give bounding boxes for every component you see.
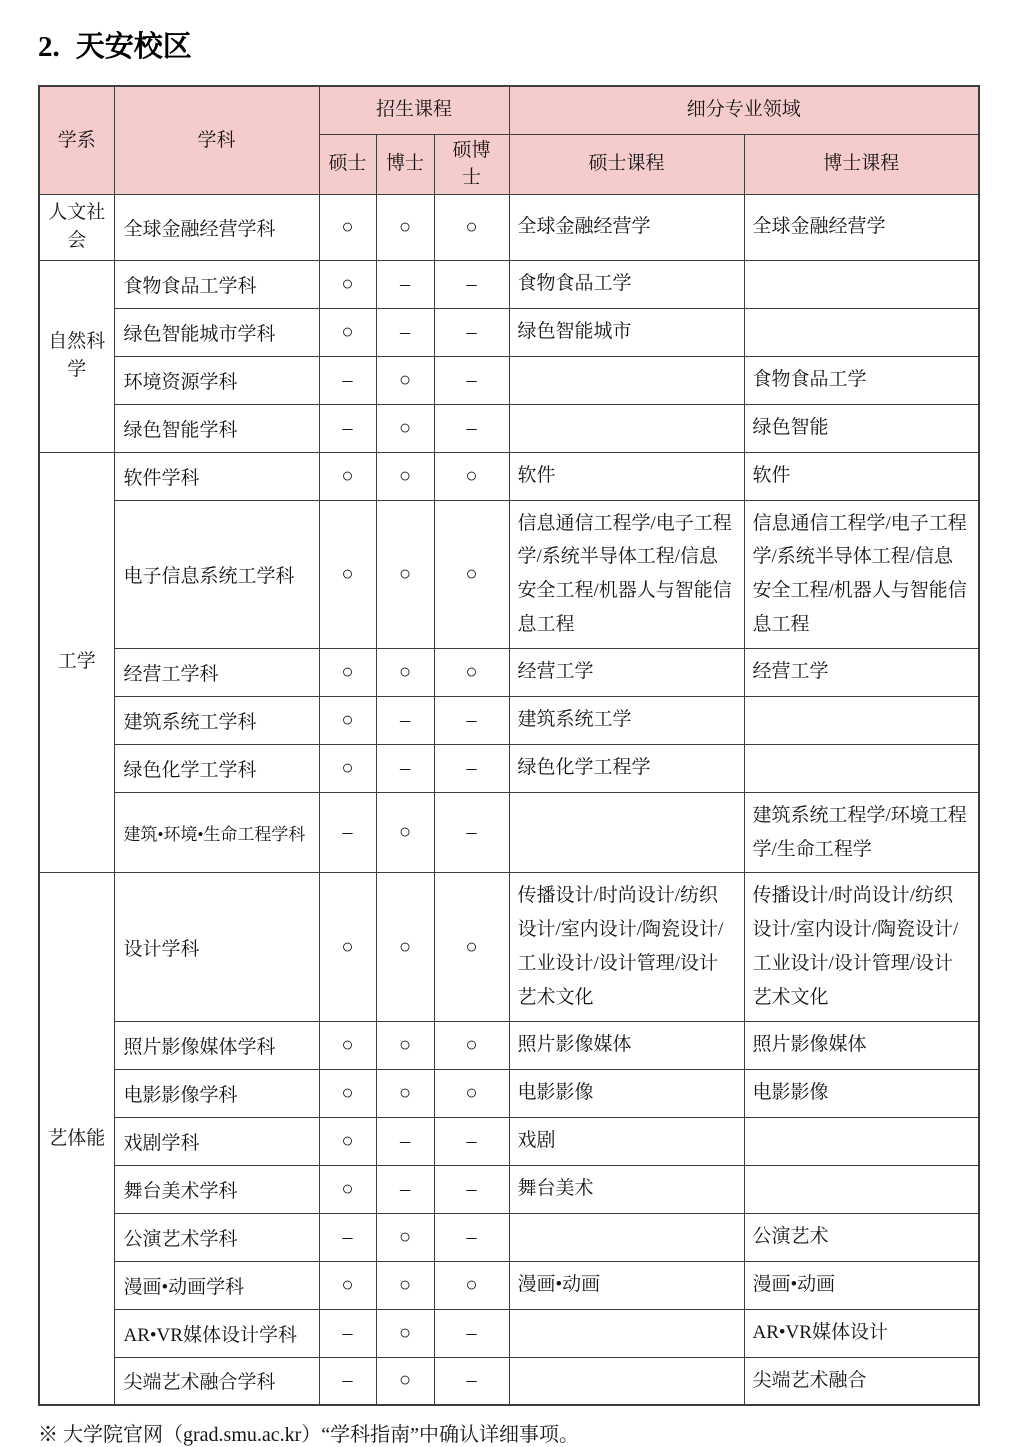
subject-label: 环境资源学科 [123, 371, 238, 393]
mark-master-doctor: – [434, 1165, 509, 1213]
master-course-cell [509, 1357, 744, 1405]
table-row [39, 792, 979, 873]
mark-doctor: ○ [376, 404, 434, 452]
doctor-course-cell: 软件 [744, 452, 979, 500]
table-row [39, 1165, 979, 1213]
subject-cell [114, 873, 319, 1021]
mark-master: ○ [319, 744, 376, 792]
table-row [39, 1357, 979, 1405]
doctor-course-cell: 全球金融经营学 [744, 194, 979, 260]
subject-cell [114, 260, 319, 308]
mark-master: ○ [319, 1261, 376, 1309]
subject-cell [114, 792, 319, 873]
mark-doctor: ○ [376, 194, 434, 260]
subject-label: 电子信息系统工学科 [123, 565, 295, 587]
mark-doctor: – [376, 308, 434, 356]
mark-master-doctor: – [434, 1309, 509, 1357]
master-course-cell [509, 1213, 744, 1261]
campus-course-table [38, 85, 980, 1406]
subject-cell [114, 194, 319, 260]
mark-doctor: ○ [376, 452, 434, 500]
department-cell: 人文社会 [39, 194, 114, 260]
subject-label: 全球金融经营学科 [123, 218, 276, 240]
subject-label: 舞台美术学科 [123, 1180, 238, 1202]
mark-master-doctor: ○ [434, 1261, 509, 1309]
subject-cell [114, 696, 319, 744]
table-row [39, 356, 979, 404]
mark-master-doctor: – [434, 1117, 509, 1165]
subject-label: AR•VR媒体设计学科 [123, 1324, 297, 1346]
doctor-course-cell: 经营工学 [744, 648, 979, 696]
col-header-department: 学系 [39, 86, 114, 194]
col-header-specialization: 细分专业领域 [509, 86, 979, 134]
table-row [39, 1261, 979, 1309]
doctor-course-cell: 照片影像媒体 [744, 1021, 979, 1069]
doctor-course-cell [744, 1165, 979, 1213]
subject-label: 照片影像媒体学科 [123, 1036, 276, 1058]
mark-master-doctor: – [434, 308, 509, 356]
mark-master-doctor: ○ [434, 1021, 509, 1069]
mark-doctor: – [376, 696, 434, 744]
mark-master: ○ [319, 260, 376, 308]
mark-doctor: ○ [376, 1069, 434, 1117]
subject-cell [114, 1021, 319, 1069]
doctor-course-cell: AR•VR媒体设计 [744, 1309, 979, 1357]
doctor-course-cell: 信息通信工程学/电子工程学/系统半导体工程/信息安全工程/机器人与智能信息工程 [744, 500, 979, 648]
subject-label: 软件学科 [123, 467, 200, 489]
mark-master: – [319, 1309, 376, 1357]
master-course-cell: 照片影像媒体 [509, 1021, 744, 1069]
mark-doctor: ○ [376, 500, 434, 648]
col-header-subject: 学科 [114, 86, 319, 194]
mark-master: ○ [319, 696, 376, 744]
mark-doctor: ○ [376, 792, 434, 873]
master-course-cell [509, 356, 744, 404]
master-course-cell: 经营工学 [509, 648, 744, 696]
subject-cell [114, 1213, 319, 1261]
mark-doctor: ○ [376, 873, 434, 1021]
subject-label: 电影影像学科 [123, 1084, 238, 1106]
master-course-cell [509, 1309, 744, 1357]
mark-master: ○ [319, 308, 376, 356]
table-row [39, 260, 979, 308]
subject-cell [114, 404, 319, 452]
doctor-course-cell [744, 696, 979, 744]
table-row [39, 308, 979, 356]
mark-master-doctor: – [434, 356, 509, 404]
footnote: ※ 大学院官网（grad.smu.ac.kr）“学科指南”中确认详细事项。 [38, 1424, 580, 1447]
master-course-cell: 全球金融经营学 [509, 194, 744, 260]
mark-master: ○ [319, 648, 376, 696]
mark-master: – [319, 1357, 376, 1405]
subject-label: 公演艺术学科 [123, 1228, 238, 1250]
doctor-course-cell: 绿色智能 [744, 404, 979, 452]
mark-master: – [319, 404, 376, 452]
master-course-cell: 电影影像 [509, 1069, 744, 1117]
mark-master-doctor: – [434, 404, 509, 452]
subject-label: 绿色化学工学科 [123, 759, 257, 781]
subject-cell [114, 452, 319, 500]
mark-doctor: ○ [376, 356, 434, 404]
master-course-cell: 绿色智能城市 [509, 308, 744, 356]
doctor-course-cell: 电影影像 [744, 1069, 979, 1117]
title-text: 天安校区 [75, 31, 192, 63]
table-row [39, 452, 979, 500]
mark-doctor: – [376, 1117, 434, 1165]
table-row [39, 1021, 979, 1069]
subject-cell [114, 1309, 319, 1357]
master-course-cell: 食物食品工学 [509, 260, 744, 308]
table-header [39, 86, 979, 194]
doctor-course-cell [744, 744, 979, 792]
doctor-course-cell: 公演艺术 [744, 1213, 979, 1261]
mark-master: ○ [319, 1117, 376, 1165]
master-course-cell: 绿色化学工程学 [509, 744, 744, 792]
mark-master-doctor: ○ [434, 648, 509, 696]
table-row [39, 1309, 979, 1357]
mark-master: – [319, 792, 376, 873]
col-header-doctor: 博士 [376, 134, 434, 194]
doctor-course-cell [744, 308, 979, 356]
col-header-master: 硕士 [319, 134, 376, 194]
master-course-cell: 舞台美术 [509, 1165, 744, 1213]
subject-label: 建筑系统工学科 [123, 711, 257, 733]
subject-cell [114, 1117, 319, 1165]
subject-label: 经营工学科 [123, 663, 219, 685]
subject-cell [114, 356, 319, 404]
mark-doctor: ○ [376, 1309, 434, 1357]
subject-cell [114, 308, 319, 356]
doctor-course-cell: 传播设计/时尚设计/纺织设计/室内设计/陶瓷设计/工业设计/设计管理/设计艺术文化 [744, 873, 979, 1021]
doctor-course-cell [744, 260, 979, 308]
header-row-1 [39, 86, 979, 134]
table-row [39, 194, 979, 260]
table-row [39, 500, 979, 648]
mark-master-doctor: ○ [434, 873, 509, 1021]
subject-cell [114, 1261, 319, 1309]
table-row [39, 1117, 979, 1165]
master-course-cell [509, 404, 744, 452]
subject-label: 食物食品工学科 [123, 275, 257, 297]
subject-label: 绿色智能城市学科 [123, 323, 276, 345]
mark-doctor: ○ [376, 1357, 434, 1405]
table-row [39, 873, 979, 1021]
department-cell: 工学 [39, 452, 114, 873]
mark-master-doctor: – [434, 696, 509, 744]
mark-master-doctor: – [434, 744, 509, 792]
mark-master: – [319, 356, 376, 404]
mark-master: ○ [319, 873, 376, 1021]
master-course-cell: 信息通信工程学/电子工程学/系统半导体工程/信息安全工程/机器人与智能信息工程 [509, 500, 744, 648]
subject-cell [114, 648, 319, 696]
master-course-cell [509, 792, 744, 873]
mark-master: ○ [319, 194, 376, 260]
title-number: 2. [38, 31, 60, 63]
mark-doctor: ○ [376, 1261, 434, 1309]
mark-doctor: ○ [376, 648, 434, 696]
subject-label: 建筑•环境•生命工程学科 [123, 824, 306, 844]
doctor-course-cell [744, 1117, 979, 1165]
col-header-master-course: 硕士课程 [509, 134, 744, 194]
mark-master-doctor: ○ [434, 500, 509, 648]
col-header-admission-courses: 招生课程 [319, 86, 509, 134]
table-row [39, 404, 979, 452]
col-header-doctor-course: 博士课程 [744, 134, 979, 194]
doctor-course-cell: 漫画•动画 [744, 1261, 979, 1309]
subject-cell [114, 1357, 319, 1405]
subject-label: 尖端艺术融合学科 [123, 1372, 276, 1394]
subject-cell [114, 1165, 319, 1213]
doctor-course-cell: 建筑系统工程学/环境工程学/生命工程学 [744, 792, 979, 873]
table-row [39, 648, 979, 696]
doctor-course-cell: 尖端艺术融合 [744, 1357, 979, 1405]
department-cell: 艺体能 [39, 873, 114, 1405]
master-course-cell: 建筑系统工学 [509, 696, 744, 744]
mark-master: ○ [319, 1021, 376, 1069]
mark-doctor: ○ [376, 1021, 434, 1069]
master-course-cell: 戏剧 [509, 1117, 744, 1165]
mark-master-doctor: ○ [434, 452, 509, 500]
mark-master: ○ [319, 1165, 376, 1213]
subject-label: 绿色智能学科 [123, 419, 238, 441]
mark-master: ○ [319, 1069, 376, 1117]
subject-cell [114, 744, 319, 792]
master-course-cell: 软件 [509, 452, 744, 500]
master-course-cell: 传播设计/时尚设计/纺织设计/室内设计/陶瓷设计/工业设计/设计管理/设计艺术文化 [509, 873, 744, 1021]
mark-master-doctor: – [434, 792, 509, 873]
mark-doctor: – [376, 260, 434, 308]
subject-label: 戏剧学科 [123, 1132, 200, 1154]
master-course-cell: 漫画•动画 [509, 1261, 744, 1309]
mark-master: – [319, 1213, 376, 1261]
mark-master: ○ [319, 500, 376, 648]
page-title [38, 24, 978, 65]
subject-label: 漫画•动画学科 [123, 1276, 245, 1298]
subject-cell [114, 500, 319, 648]
doctor-course-cell: 食物食品工学 [744, 356, 979, 404]
department-cell: 自然科学 [39, 260, 114, 452]
mark-master-doctor: – [434, 260, 509, 308]
table-row [39, 744, 979, 792]
mark-master: ○ [319, 452, 376, 500]
table-row [39, 696, 979, 744]
mark-doctor: – [376, 744, 434, 792]
mark-doctor: ○ [376, 1213, 434, 1261]
table-body [39, 194, 979, 1405]
subject-label: 设计学科 [123, 938, 200, 960]
mark-doctor: – [376, 1165, 434, 1213]
subject-cell [114, 1069, 319, 1117]
table-row [39, 1213, 979, 1261]
table-row [39, 1069, 979, 1117]
mark-master-doctor: ○ [434, 194, 509, 260]
mark-master-doctor: – [434, 1357, 509, 1405]
col-header-master-doctor: 硕博士 [434, 134, 509, 194]
mark-master-doctor: ○ [434, 1069, 509, 1117]
mark-master-doctor: – [434, 1213, 509, 1261]
